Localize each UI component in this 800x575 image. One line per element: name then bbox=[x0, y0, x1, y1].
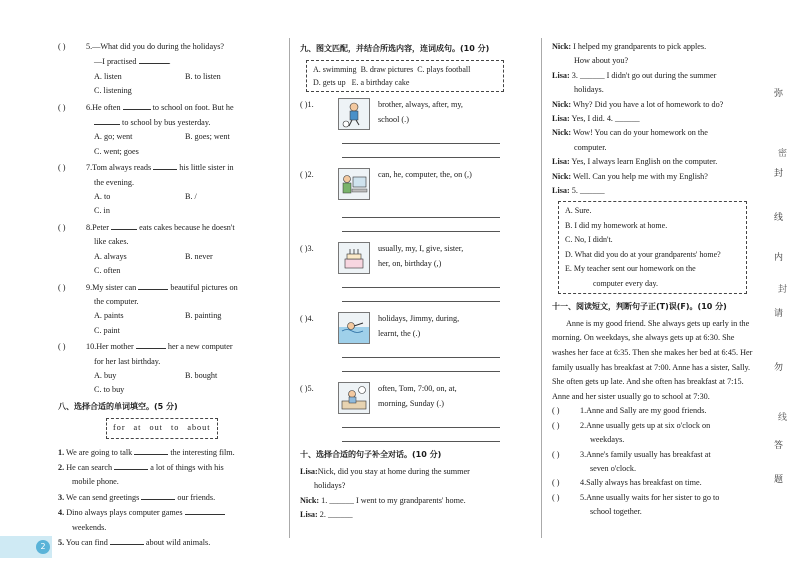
fill-blank[interactable] bbox=[114, 460, 148, 470]
s9-item-2: ( )2. can, he, computer, the, on (,) bbox=[300, 168, 518, 200]
s9-item-3: ( )3. usually, my, I, give, sister, her, on, birthday (,) bbox=[300, 242, 518, 274]
computer-boy-picture bbox=[338, 168, 370, 200]
fill-blank[interactable] bbox=[111, 220, 137, 230]
answer-line[interactable] bbox=[342, 414, 500, 428]
question-5: ( ) 5.—What did you do during the holidays? bbox=[58, 40, 276, 54]
answer-line[interactable] bbox=[342, 204, 500, 218]
answer-paren[interactable]: ( ) bbox=[58, 342, 66, 352]
section-9-title: 九、图文匹配，并结合所选内容，连词成句。(10 分) bbox=[300, 44, 490, 53]
binding-margin: 弥 密 封 线 内 封 请 勿 线 答 题 bbox=[774, 89, 788, 485]
swimming-picture bbox=[338, 312, 370, 344]
answer-paren[interactable]: ( ) bbox=[552, 478, 560, 488]
s9-item-5: ( )5. often, Tom, 7:00, on, at, morning, Sunday (.) bbox=[300, 382, 518, 414]
fill-blank[interactable] bbox=[139, 54, 169, 64]
answer-line[interactable] bbox=[342, 358, 500, 372]
answer-paren[interactable]: ( ) bbox=[552, 406, 560, 416]
answer-paren[interactable]: ( ) bbox=[58, 222, 66, 232]
question-9: ( ) 9.My sister can beautiful pictures on bbox=[58, 280, 276, 295]
answer-line[interactable] bbox=[342, 288, 500, 302]
s11-item-2: ( ) 2.Anne usually gets up at six o'clock on bbox=[552, 419, 757, 433]
s8-item-2: 2. He can search a lot of things with his bbox=[58, 460, 276, 475]
word-bank: for at out to about bbox=[106, 418, 218, 438]
answer-line[interactable] bbox=[342, 274, 500, 288]
answer-line[interactable] bbox=[342, 428, 500, 442]
reading-passage: Anne is my good friend. She always gets up early in the morning. On weekdays, she always gets up at 6:30. She washes her face at 6:35. Then she makes her bed at 6:45. Her family usually has breakfast at 7:00. Anne has a sister, Sally. She often gets up late. And she often has breakfast at 7:15. Anne and her sister usually go to school at 7:30. bbox=[552, 318, 753, 401]
fill-blank[interactable] bbox=[134, 445, 168, 455]
answer-line[interactable] bbox=[342, 218, 500, 232]
s11-item-5: ( ) 5.Anne usually waits for her sister to go to bbox=[552, 491, 757, 505]
answer-line[interactable] bbox=[342, 144, 500, 158]
question-6: ( ) 6.He often to school on foot. But he bbox=[58, 100, 276, 115]
section-9-options: A. swimming B. draw pictures C. plays football D. gets up E. a birthday cake bbox=[306, 60, 504, 92]
answer-line[interactable] bbox=[342, 130, 500, 144]
fill-blank[interactable] bbox=[94, 115, 120, 125]
column-middle: 九、图文匹配，并结合所选内容，连词成句。(10 分) A. swimming B. draw pictures C. plays football D. gets up E. a birthday cake ( )1. brother, always, after, my, school (.) ( )2. can, he, computer, the, on (,) ( )3. usually, my, I, give, sister, her, on, birthday (,) ( )4. holidays, Jimmy, during, learnt, the (.) ( )5. often, Tom, 7:00, on, at, morning, Sunday (.) 十、选择合适的句子补全对话。(10 分) Lisa:Nick, did you stay at home during the summer holidays? Nick: 1. ______ I went to my grandparents' home. Lisa: 2. ______ bbox=[300, 40, 518, 522]
answer-paren[interactable]: ( ) bbox=[58, 163, 66, 173]
getting-up-picture bbox=[338, 382, 370, 414]
football-boy-picture bbox=[338, 98, 370, 130]
fill-blank[interactable] bbox=[110, 535, 144, 545]
s8-item-3: 3. We can send greetings our friends. bbox=[58, 490, 276, 505]
birthday-cake-picture bbox=[338, 242, 370, 274]
column-divider bbox=[541, 38, 542, 538]
column-left: ( ) 5.—What did you do during the holidays? —I practised . A. listen B. to listen C. listening ( ) 6.He often to school on foot. But he to school by bus yesterday. A. go; went B. goes; went C. went; goes ( ) 7.Tom always reads his little sister in the evening. A. to B. / C. in ( ) 8.Peter eats cakes because he doesn't like cakes. A. always B. never C. often ( ) 9.My sister can beautiful pictures on the computer. A. paints B. painting C. paint ( ) 10.Her mother her a new computer for her last birthday. A. buy B. bought C. to buy 八、选择合适的单词填空。(5 分) for at out to about 1. We are going to talk the interesting film. 2. He can search a lot of things with his mobile phone. 3. We can send greetings our friends. 4. Dino always plays computer games weekends. 5. You can find about wild animals. bbox=[58, 40, 276, 550]
fill-blank[interactable] bbox=[138, 280, 168, 290]
section-10-options: A. Sure. B. I did my homework at home. C. No, I didn't. D. What did you do at your grandparents' home? E. My teacher sent our homework on the computer every day. bbox=[558, 201, 747, 294]
fill-blank[interactable] bbox=[123, 100, 151, 110]
s8-item-5: 5. You can find about wild animals. bbox=[58, 535, 276, 550]
s9-item-1: ( )1. brother, always, after, my, school (.) bbox=[300, 98, 518, 130]
answer-paren[interactable]: ( ) bbox=[552, 492, 560, 502]
page-number: 2 bbox=[36, 540, 50, 554]
fill-blank[interactable] bbox=[136, 339, 166, 349]
section-11-title: 十一、阅读短文，判断句子正(T)误(F)。(10 分) bbox=[552, 302, 727, 312]
answer-paren[interactable]: ( ) bbox=[58, 42, 66, 51]
answer-line[interactable] bbox=[342, 344, 500, 358]
column-divider bbox=[289, 38, 290, 538]
s11-item-4: ( ) 4.Sally always has breakfast on time. bbox=[552, 476, 757, 490]
section-10-title: 十、选择合适的句子补全对话。(10 分) bbox=[300, 450, 442, 460]
column-right: Nick: I helped my grandparents to pick apples. How about you? Lisa: 3. ______ I didn't go out during the summer holidays. Nick: Why? Did you have a lot of homework to do? Lisa: Yes, I did. 4. ______ Nick: Wow! You can do your homework on the computer. Lisa: Yes, I always learn English on the computer. Nick: Well. Can you help me with my English? Lisa: 5. ______ A. Sure. B. I did my homework at home. C. No, I didn't. D. What did you do at your grandparents' home? E. My teacher sent our homework on the computer every day. 十一、阅读短文，判断句子正(T)误(F)。(10 分) Anne is my good friend. She always gets up early in the morning. On weekdays, she always gets up at 6:30. She washes her face at 6:35. Then she makes her bed at 6:45. Her family usually has breakfast at 7:00. Anne has a sister, Sally. She often gets up late. And she often has breakfast at 7:15. Anne and her sister usually go to school at 7:30. ( ) 1.Anne and Sally are my good friends. ( ) 2.Anne usually gets up at six o'clock on weekdays. ( ) 3.Anne's family usually has breakfast at seven o'clock. ( ) 4.Sally always has breakfast on time. ( ) 5.Anne usually waits for her sister to go to school together. bbox=[552, 40, 757, 520]
answer-paren[interactable]: ( ) bbox=[58, 282, 66, 292]
s8-item-4: 4. Dino always plays computer games bbox=[58, 505, 276, 520]
answer-paren[interactable]: ( ) bbox=[552, 420, 560, 430]
s8-item-1: 1. We are going to talk the interesting film. bbox=[58, 445, 276, 460]
section-8-title: 八、选择合适的单词填空。(5 分) bbox=[58, 401, 178, 411]
question-8: ( ) 8.Peter eats cakes because he doesn't bbox=[58, 220, 276, 235]
answer-paren[interactable]: ( ) bbox=[58, 102, 66, 112]
s9-item-4: ( )4. holidays, Jimmy, during, learnt, the (.) bbox=[300, 312, 518, 344]
s11-item-3: ( ) 3.Anne's family usually has breakfast at bbox=[552, 448, 757, 462]
fill-blank[interactable] bbox=[141, 490, 175, 500]
question-7: ( ) 7.Tom always reads his little sister in bbox=[58, 160, 276, 175]
question-10: ( ) 10.Her mother her a new computer bbox=[58, 339, 276, 354]
s11-item-1: ( ) 1.Anne and Sally are my good friends. bbox=[552, 404, 757, 418]
fill-blank[interactable] bbox=[153, 160, 177, 170]
options: A. listen B. to listen bbox=[94, 71, 221, 81]
fill-blank[interactable] bbox=[185, 505, 225, 515]
answer-paren[interactable]: ( ) bbox=[552, 449, 560, 459]
